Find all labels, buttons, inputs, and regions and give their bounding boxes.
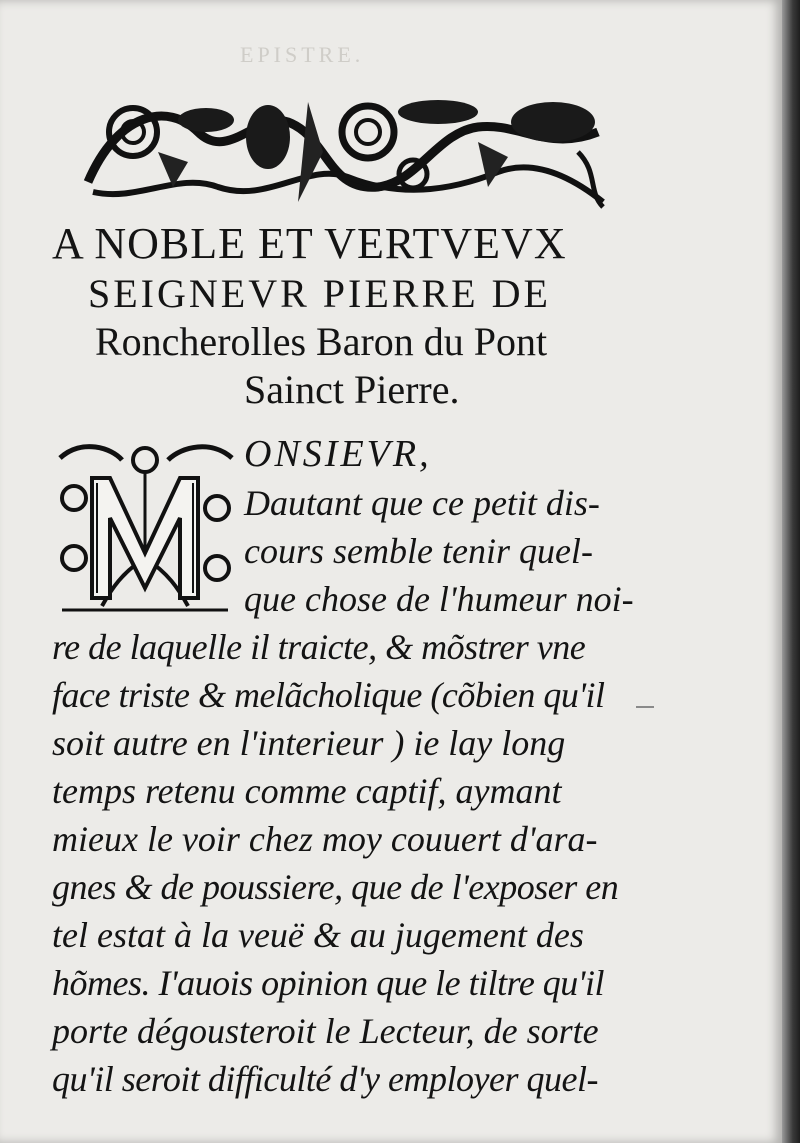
- body-line: Dautant que ce petit dis-: [244, 483, 600, 523]
- body-line: mieux le voir chez moy couuert d'ara-: [52, 819, 598, 859]
- body-line: cours semble tenir quel-: [244, 531, 593, 571]
- title-line-2: SEIGNEVR PIERRE DE: [88, 271, 551, 316]
- body-line: gnes & de poussiere, que de l'exposer en: [52, 867, 619, 907]
- decorated-initial-m: [52, 438, 238, 618]
- margin-mark: [636, 706, 654, 708]
- body-line: tel estat à la veuë & au jugement des: [52, 915, 584, 955]
- body-line: re de laquelle il traicte, & mõstrer vne: [52, 627, 586, 667]
- body-line: que chose de l'humeur noi-: [244, 579, 634, 619]
- title-line-1: A NOBLE ET VERTVEVX: [52, 219, 567, 268]
- body-line: porte dégousteroit le Lecteur, de sorte: [52, 1011, 599, 1051]
- salutation: ONSIEVR,: [244, 433, 432, 475]
- title-line-4: Sainct Pierre.: [244, 367, 460, 412]
- book-spine-shadow: [782, 0, 800, 1143]
- body-line: qu'il seroit difficulté d'y employer quel-: [52, 1059, 598, 1099]
- body-line: face triste & melãcholique (cõbien qu'il: [52, 675, 605, 715]
- body-line: temps retenu comme captif, aymant: [52, 771, 562, 811]
- show-through-running-head: EPISTRE.: [240, 42, 365, 67]
- body-line: soit autre en l'interieur ) ie lay long: [52, 723, 566, 763]
- body-line: hõmes. I'auois opinion que le tiltre qu'il: [52, 963, 605, 1003]
- headpiece-ornament: [78, 92, 610, 214]
- title-line-3: Roncherolles Baron du Pont: [95, 319, 548, 364]
